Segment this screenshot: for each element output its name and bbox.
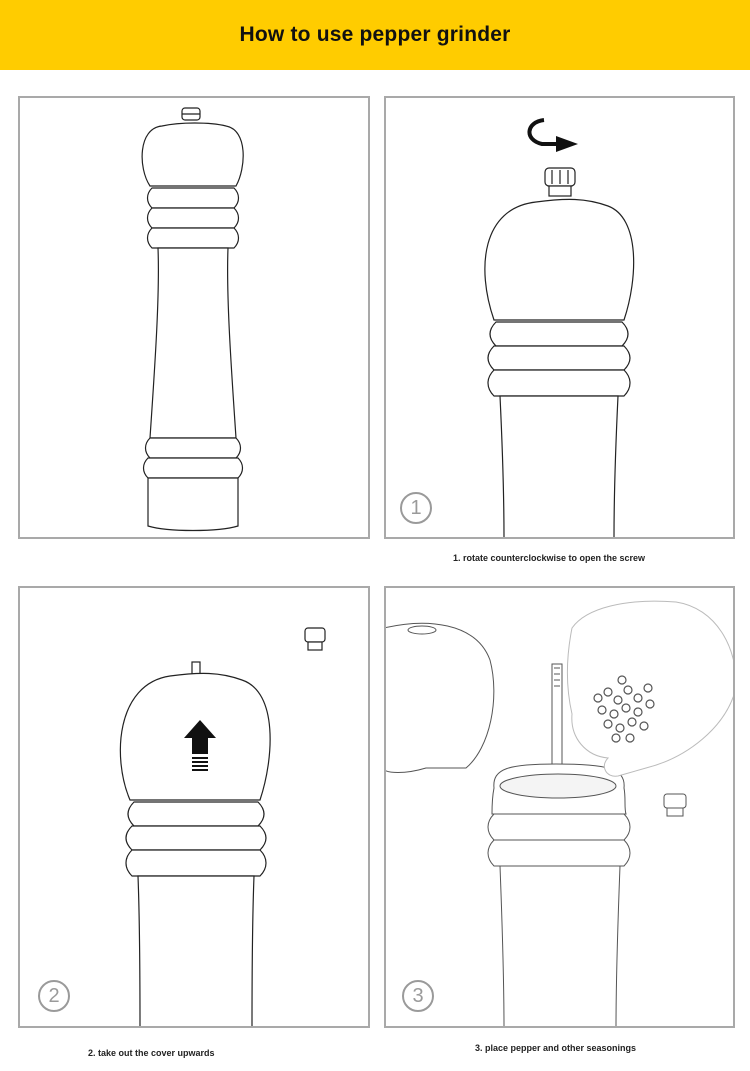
step-number-badge: 2 bbox=[38, 980, 70, 1012]
grinder-knob-icon bbox=[305, 628, 325, 650]
step-3-caption: 3. place pepper and other seasonings bbox=[475, 1043, 637, 1053]
step-2-illustration bbox=[20, 588, 368, 1026]
panel-step-1 bbox=[384, 96, 735, 539]
step-3-illustration bbox=[386, 588, 733, 1026]
page-title: How to use pepper grinder bbox=[239, 23, 511, 46]
step-2-caption: 2. take out the cover upwards bbox=[88, 1048, 215, 1058]
panel-full-grinder bbox=[18, 96, 370, 539]
full-grinder-illustration bbox=[20, 98, 368, 537]
step-1-illustration bbox=[386, 98, 733, 537]
step-1-caption: 1. rotate counterclockwise to open the screw bbox=[453, 553, 646, 563]
step-number-badge: 3 bbox=[402, 980, 434, 1012]
step-number-badge: 1 bbox=[400, 492, 432, 524]
panel-step-2 bbox=[18, 586, 370, 1028]
grinder-knob-icon bbox=[664, 794, 686, 816]
panel-step-3 bbox=[384, 586, 735, 1028]
header-banner bbox=[0, 0, 750, 70]
counterclockwise-arrow-icon bbox=[529, 120, 578, 152]
